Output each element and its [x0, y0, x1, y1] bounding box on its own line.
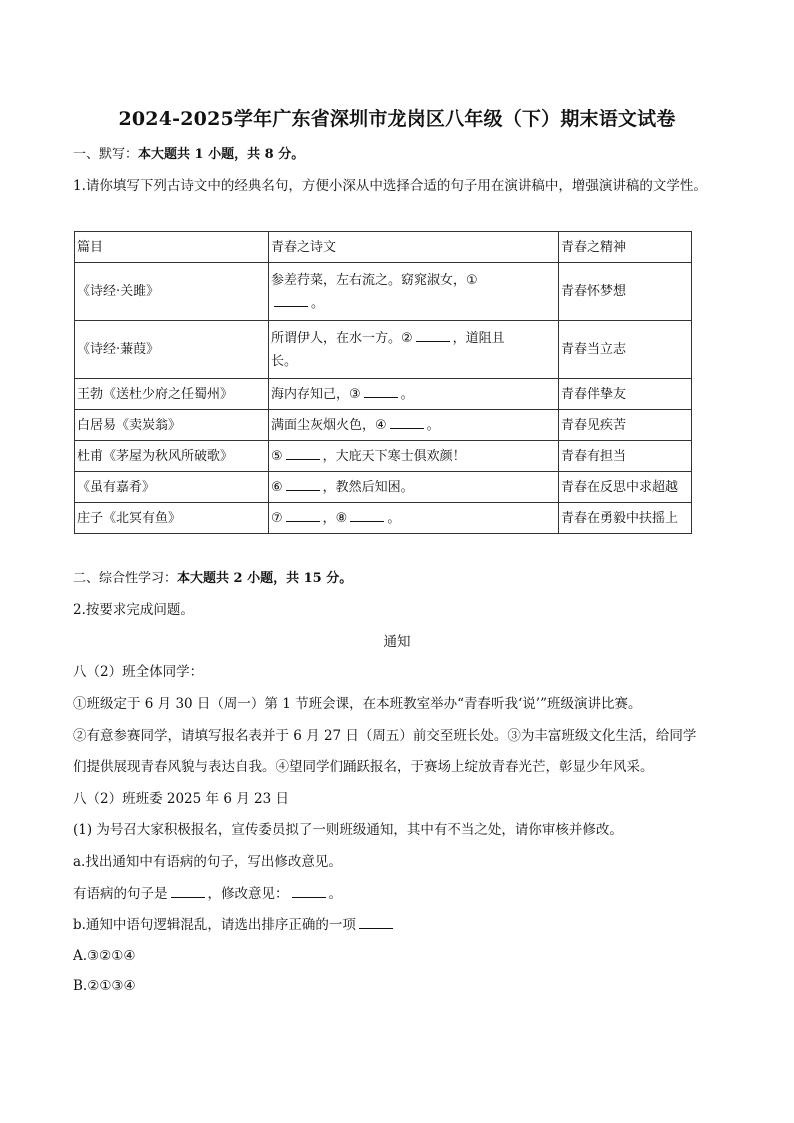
section-1-heading: [73, 145, 723, 165]
verse-text: 。: [311, 295, 325, 311]
poem-table: [74, 231, 692, 534]
answer-blank-1[interactable]: [274, 294, 308, 307]
verse-cell: [269, 503, 559, 534]
verse-text: 。: [387, 510, 401, 526]
table-row: [75, 472, 692, 503]
notice-paragraph-2-line-1: ②有意参赛同学，请填写报名表并于 6 月 27 日（周五）前交至班长处。③为丰富班级文化生活，给同学: [73, 728, 697, 744]
work-cell: 杜甫《茅屋为秋风所破歌》: [75, 441, 269, 472]
table-header-cell: 篇目: [75, 232, 269, 263]
sub-question-b-text: b.通知中语句逻辑混乱，请选出排序正确的一项: [73, 917, 356, 933]
section-1-lead: 一、默写：: [73, 147, 139, 162]
verse-text: 满面尘灰烟火色，④: [271, 417, 387, 433]
sub-question-a: a.找出通知中有语病的句子，写出修改意见。: [73, 854, 342, 870]
work-cell: 白居易《卖炭翁》: [75, 410, 269, 441]
table-row: [75, 379, 692, 410]
answer-lead: 有语病的句子是: [73, 886, 168, 902]
verse-cell: [269, 263, 559, 321]
section-2-desc: 本大题共 2 小题，共 15 分。: [177, 571, 353, 586]
spirit-cell: 青春在勇毅中扶摇上: [559, 503, 692, 534]
page-title: 2024-2025学年广东省深圳市龙岗区八年级（下）期末语文试卷: [118, 108, 676, 130]
verse-cell: [269, 379, 559, 410]
spirit-cell: 青春有担当: [559, 441, 692, 472]
spirit-cell: 青春怀梦想: [559, 263, 692, 321]
work-cell: 《诗经·蒹葭》: [75, 321, 269, 379]
work-cell: 《虽有嘉肴》: [75, 472, 269, 503]
verse-text: ⑤: [271, 448, 283, 464]
table-row: [75, 441, 692, 472]
option-a[interactable]: A.③②①④: [73, 948, 136, 964]
answer-mid: ，修改意见：: [207, 886, 289, 902]
sub-question-1: (1) 为号召大家积极报名，宣传委员拟了一则班级通知，其中有不当之处，请你审核并修改。: [73, 822, 623, 838]
verse-text: 长。: [271, 353, 298, 369]
verse-cell: [269, 441, 559, 472]
verse-cell: [269, 472, 559, 503]
work-cell: 《诗经·关雎》: [75, 263, 269, 321]
table-header-cell: 青春之诗文: [269, 232, 559, 263]
answer-blank-7[interactable]: [286, 509, 320, 522]
notice-paragraph-2-line-2: 们提供展现青春风貌与表达自我。④望同学们踊跃报名，于赛场上绽放青春光芒，彰显少年风采。: [73, 759, 654, 775]
spirit-cell: 青春当立志: [559, 321, 692, 379]
verse-text: ，大庇天下寒士俱欢颜！: [322, 448, 466, 464]
notice-title: 通知: [383, 634, 411, 650]
answer-blank-revision[interactable]: [292, 885, 326, 898]
verse-text: ，⑧: [322, 510, 348, 526]
question-1-text: 1.请你填写下列古诗文中的经典名句，方便小深从中选择合适的句子用在演讲稿中，增强演讲稿的文学性。: [73, 178, 707, 194]
verse-text: 所谓伊人，在水一方。②: [271, 330, 413, 346]
spirit-cell: 青春在反思中求超越: [559, 472, 692, 503]
notice-signature: 八（2）班班委 2025 年 6 月 23 日: [73, 791, 289, 807]
notice-salutation: 八（2）班全体同学：: [73, 664, 204, 680]
table-row: [75, 410, 692, 441]
spirit-cell: 青春伴挚友: [559, 379, 692, 410]
answer-blank-5[interactable]: [286, 447, 320, 460]
verse-text: 海内存知己，③: [271, 386, 361, 402]
sub-question-a-answer: [73, 884, 723, 904]
answer-end: 。: [328, 886, 342, 902]
verse-text: ⑥: [271, 479, 283, 495]
verse-cell: [269, 410, 559, 441]
verse-text: ，道阻且: [452, 330, 505, 346]
table-row: [75, 263, 692, 321]
verse-text: ⑦: [271, 510, 283, 526]
answer-blank-4[interactable]: [390, 416, 424, 429]
option-b[interactable]: B.②①③④: [73, 978, 136, 994]
answer-blank-2[interactable]: [416, 329, 450, 342]
sub-question-b: [73, 915, 723, 935]
section-1-desc: 本大题共 1 小题，共 8 分。: [138, 147, 305, 162]
answer-blank-3[interactable]: [364, 385, 398, 398]
section-2-heading: [73, 569, 723, 589]
verse-text: 参差荇菜，左右流之。窈窕淑女，①: [271, 272, 478, 288]
verse-text: ，教然后知困。: [322, 479, 414, 495]
answer-blank-8[interactable]: [350, 509, 384, 522]
verse-text: 。: [400, 386, 414, 402]
answer-blank-6[interactable]: [286, 478, 320, 491]
table-header-row: [75, 232, 692, 263]
verse-text: 。: [426, 417, 440, 433]
spirit-cell: 青春见疾苦: [559, 410, 692, 441]
section-2-lead: 二、综合性学习：: [73, 571, 178, 586]
work-cell: 庄子《北冥有鱼》: [75, 503, 269, 534]
table-row: [75, 503, 692, 534]
verse-cell: [269, 321, 559, 379]
answer-blank-sentence[interactable]: [171, 885, 205, 898]
answer-blank-order[interactable]: [359, 916, 393, 929]
table-header-cell: 青春之精神: [559, 232, 692, 263]
table-row: [75, 321, 692, 379]
notice-paragraph-1: ①班级定于 6 月 30 日（周一）第 1 节班会课，在本班教室举办“青春听我‘说’”班级演讲比赛。: [73, 696, 642, 712]
work-cell: 王勃《送杜少府之任蜀州》: [75, 379, 269, 410]
question-2-text: 2.按要求完成问题。: [73, 602, 194, 618]
